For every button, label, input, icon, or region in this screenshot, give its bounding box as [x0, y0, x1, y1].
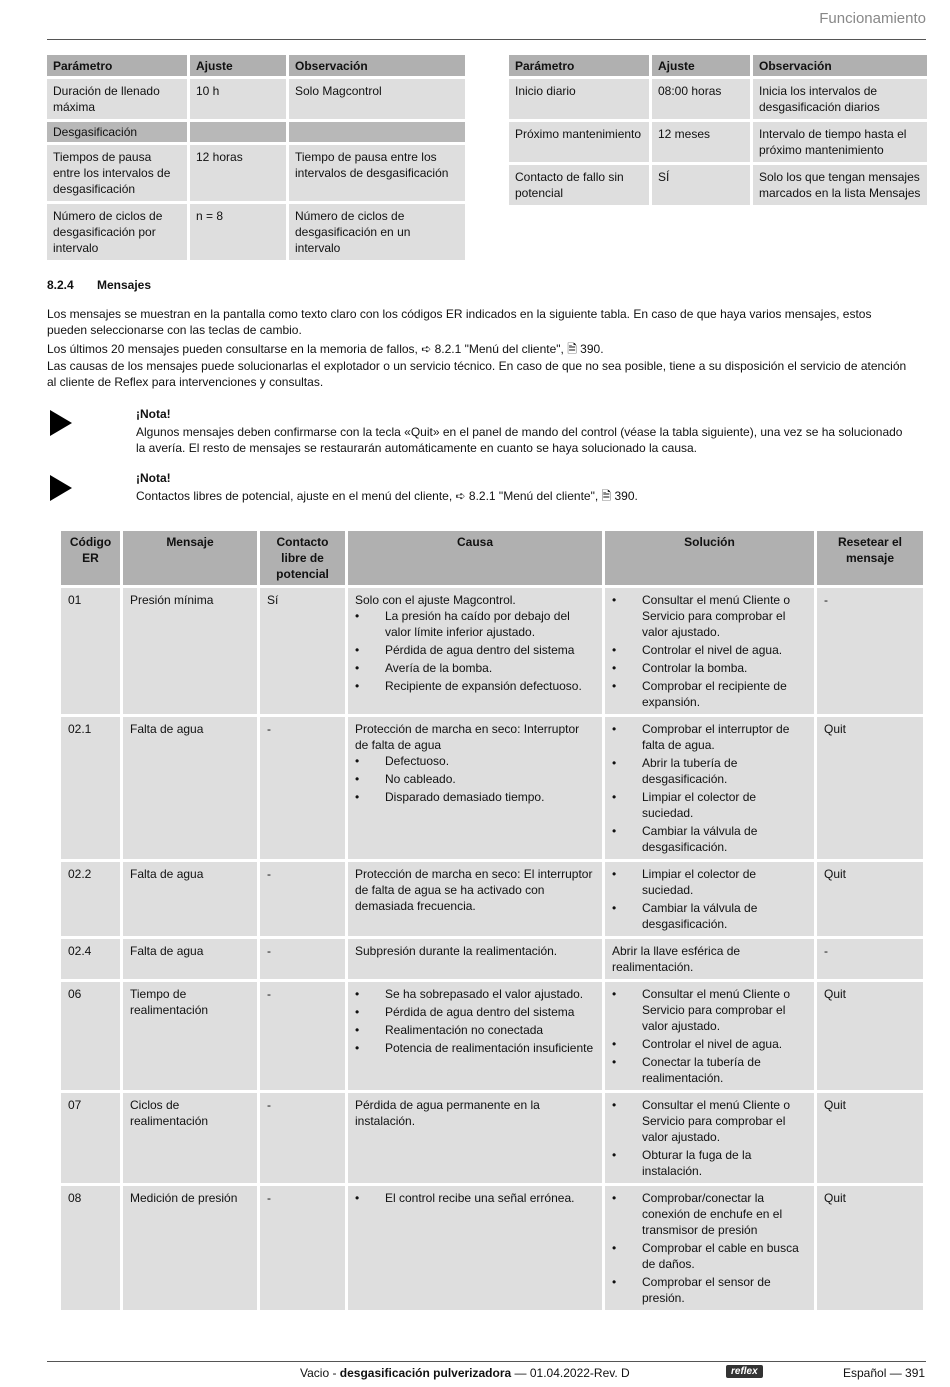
list-item: • Limpiar el colector de suciedad. [612, 789, 807, 821]
solution-cell [605, 862, 814, 936]
solution-cell [605, 717, 814, 859]
footer-divider [47, 1361, 926, 1362]
solution-list [612, 866, 807, 932]
error-code-cell: 01 [61, 588, 120, 714]
contact-cell: - [260, 1093, 345, 1183]
table-cell: Solo Magcontrol [289, 79, 465, 119]
column-header: Mensaje [123, 531, 257, 585]
list-item: • Controlar el nivel de agua. [612, 642, 807, 658]
reset-cell: - [817, 939, 923, 979]
solution-text: Abrir la llave esférica de realimentación. [612, 944, 741, 974]
section-title: Mensajes [97, 278, 152, 292]
error-code-cell: 02.1 [61, 717, 120, 859]
reset-cell: Quit [817, 862, 923, 936]
parameter-table-right [506, 52, 930, 208]
table-cell: SÍ [652, 165, 750, 205]
note-body: Contactos libres de potencial, ajuste en el menú del cliente, ➪ 8.2.1 "Menú del cliente", 🗎 390. [136, 489, 638, 503]
solution-list [612, 592, 807, 710]
table-cell [289, 122, 465, 142]
list-item: • El control recibe una señal errónea. [355, 1190, 595, 1206]
table-cell [190, 122, 286, 142]
table-cell: Desgasificación [47, 122, 187, 142]
table-section-row [47, 122, 465, 142]
note-arrow-icon [50, 410, 72, 436]
table-cell: Número de ciclos de desgasificación por intervalo [47, 204, 187, 260]
note-title: ¡Nota! [136, 471, 171, 485]
cause-text: Protección de marcha en seco: El interruptor de falta de agua se ha activado con demasiada frecuencia. [355, 867, 593, 913]
doc-revision: — 01.04.2022-Rev. D [511, 1366, 630, 1380]
list-item: • Consultar el menú Cliente o Servicio para comprobar el valor ajustado. [612, 1097, 807, 1145]
list-item: • Consultar el menú Cliente o Servicio para comprobar el valor ajustado. [612, 986, 807, 1034]
message-cell: Presión mínima [123, 588, 257, 714]
column-header: Solución [605, 531, 814, 585]
column-header: Código ER [61, 531, 120, 585]
list-item: • Conectar la tubería de realimentación. [612, 1054, 807, 1086]
list-item: • Defectuoso. [355, 753, 595, 769]
table-cell: 08:00 horas [652, 79, 750, 119]
table-cell: Próximo mantenimiento [509, 122, 649, 162]
note-body: Algunos mensajes deben confirmarse con la tecla «Quit» en el panel de mando del control (véase la tabla siguiente), una vez se ha solucionado la avería. El resto de mensajes se restaurarán automáticamente en cuanto se haya solucionado la causa. [136, 425, 903, 455]
table-row [509, 79, 927, 119]
cause-text: Subpresión durante la realimentación. [355, 944, 558, 958]
section-heading [47, 278, 151, 292]
list-item: • Controlar el nivel de agua. [612, 1036, 807, 1052]
paragraph: Los últimos 20 mensajes pueden consultarse en la memoria de fallos, ➪ 8.2.1 "Menú del cliente", 🗎 390. [47, 342, 604, 356]
table-cell: Duración de llenado máxima [47, 79, 187, 119]
table-cell: Intervalo de tiempo hasta el próximo mantenimiento [753, 122, 927, 162]
column-header: Observación [289, 55, 465, 76]
list-item: • Disparado demasiado tiempo. [355, 789, 595, 805]
cause-cell [348, 588, 602, 714]
list-item: • Pérdida de agua dentro del sistema [355, 642, 595, 658]
message-cell: Falta de agua [123, 939, 257, 979]
message-cell: Ciclos de realimentación [123, 1093, 257, 1183]
table-cell: Contacto de fallo sin potencial [509, 165, 649, 205]
contact-cell: - [260, 1186, 345, 1310]
solution-cell [605, 982, 814, 1090]
note-title: ¡Nota! [136, 407, 171, 421]
column-header: Ajuste [652, 55, 750, 76]
list-item: • Abrir la tubería de desgasificación. [612, 755, 807, 787]
column-header: Resetear el mensaje [817, 531, 923, 585]
list-item: • Comprobar el sensor de presión. [612, 1274, 807, 1306]
reset-cell: Quit [817, 717, 923, 859]
message-cell: Tiempo de realimentación [123, 982, 257, 1090]
list-item: • Comprobar el interruptor de falta de agua. [612, 721, 807, 753]
language-page-number: Español — 391 [843, 1366, 926, 1380]
column-header: Contacto libre de potencial [260, 531, 345, 585]
table-cell: n = 8 [190, 204, 286, 260]
message-cell: Medición de presión [123, 1186, 257, 1310]
table-cell: Inicio diario [509, 79, 649, 119]
parameter-table-left [44, 52, 468, 263]
table-row [47, 145, 465, 201]
list-item: • Comprobar/conectar la conexión de enchufe en el transmisor de presión [612, 1190, 807, 1238]
messages-table [58, 528, 926, 1313]
contact-cell: Sí [260, 588, 345, 714]
table-row [61, 588, 923, 714]
table-cell: 12 meses [652, 122, 750, 162]
solution-list [612, 986, 807, 1086]
reset-cell: Quit [817, 982, 923, 1090]
table-row [61, 717, 923, 859]
list-item: • Potencia de realimentación insuficiente [355, 1040, 595, 1056]
table-row [47, 204, 465, 260]
table-row [61, 862, 923, 936]
table-cell: Solo los que tengan mensajes marcados en la lista Mensajes [753, 165, 927, 205]
list-item: • Comprobar el recipiente de expansión. [612, 678, 807, 710]
contact-cell: - [260, 862, 345, 936]
note-block [47, 407, 907, 457]
list-item: • Controlar la bomba. [612, 660, 807, 676]
cause-list [355, 753, 595, 805]
table-row [61, 982, 923, 1090]
message-cell: Falta de agua [123, 862, 257, 936]
list-item: • Comprobar el cable en busca de daños. [612, 1240, 807, 1272]
table-cell: Inicia los intervalos de desgasificación diarios [753, 79, 927, 119]
cause-list [355, 986, 595, 1056]
reset-cell: Quit [817, 1093, 923, 1183]
list-item: • Cambiar la válvula de desgasificación. [612, 900, 807, 932]
message-cell: Falta de agua [123, 717, 257, 859]
list-item: • Pérdida de agua dentro del sistema [355, 1004, 595, 1020]
cause-cell [348, 982, 602, 1090]
list-item: • Cambiar la válvula de desgasificación. [612, 823, 807, 855]
table-row [47, 79, 465, 119]
list-item: • La presión ha caído por debajo del valor límite inferior ajustado. [355, 608, 595, 640]
column-header: Parámetro [509, 55, 649, 76]
contact-cell: - [260, 717, 345, 859]
list-item: • Consultar el menú Cliente o Servicio para comprobar el valor ajustado. [612, 592, 807, 640]
table-cell: 12 horas [190, 145, 286, 201]
cause-cell [348, 939, 602, 979]
reset-cell: Quit [817, 1186, 923, 1310]
table-cell: Número de ciclos de desgasificación en un intervalo [289, 204, 465, 260]
cause-list [355, 1190, 595, 1206]
table-row [509, 165, 927, 205]
cause-cell [348, 862, 602, 936]
document-info [300, 1366, 630, 1380]
cause-text: Pérdida de agua permanente en la instalación. [355, 1098, 540, 1128]
solution-cell [605, 1186, 814, 1310]
list-item: • Obturar la fuga de la instalación. [612, 1147, 807, 1179]
list-item: • Se ha sobrepasado el valor ajustado. [355, 986, 595, 1002]
cause-text: Protección de marcha en seco: Interruptor de falta de agua [355, 722, 580, 752]
column-header: Parámetro [47, 55, 187, 76]
table-cell: Tiempo de pausa entre los intervalos de desgasificación [289, 145, 465, 201]
list-item: • Realimentación no conectada [355, 1022, 595, 1038]
cause-cell [348, 717, 602, 859]
error-code-cell: 06 [61, 982, 120, 1090]
cause-cell [348, 1093, 602, 1183]
solution-list [612, 721, 807, 855]
list-item: • Avería de la bomba. [355, 660, 595, 676]
paragraph: Los mensajes se muestran en la pantalla como texto claro con los códigos ER indicados en la siguiente tabla. En caso de que haya varios mensajes, estos pueden seleccionarse con las teclas de cambio. [47, 307, 872, 337]
note-arrow-icon [50, 475, 72, 501]
contact-cell: - [260, 982, 345, 1090]
error-code-cell: 02.2 [61, 862, 120, 936]
solution-cell [605, 588, 814, 714]
page-header-title: Funcionamiento [819, 10, 926, 27]
note-block [47, 471, 907, 505]
list-item: • Limpiar el colector de suciedad. [612, 866, 807, 898]
contact-cell: - [260, 939, 345, 979]
error-code-cell: 02.4 [61, 939, 120, 979]
solution-cell [605, 939, 814, 979]
reset-cell: - [817, 588, 923, 714]
cause-list [355, 608, 595, 694]
doc-name-bold: desgasificación pulverizadora [339, 1366, 512, 1380]
cause-text: Solo con el ajuste Magcontrol. [355, 593, 516, 607]
table-row [509, 122, 927, 162]
table-row [61, 1093, 923, 1183]
column-header: Ajuste [190, 55, 286, 76]
header-divider [47, 39, 926, 40]
list-item: • Recipiente de expansión defectuoso. [355, 678, 595, 694]
table-row [61, 939, 923, 979]
solution-list [612, 1190, 807, 1306]
table-cell: 10 h [190, 79, 286, 119]
table-row [61, 1186, 923, 1310]
solution-cell [605, 1093, 814, 1183]
cause-cell [348, 1186, 602, 1310]
section-number: 8.2.4 [47, 278, 74, 292]
column-header: Observación [753, 55, 927, 76]
list-item: • No cableado. [355, 771, 595, 787]
doc-name-prefix: Vacio - [300, 1366, 340, 1380]
column-header: Causa [348, 531, 602, 585]
error-code-cell: 07 [61, 1093, 120, 1183]
error-code-cell: 08 [61, 1186, 120, 1310]
solution-list [612, 1097, 807, 1179]
paragraph: Las causas de los mensajes puede solucionarlas el explotador o un servicio técnico. En caso de que no sea posible, tiene a su disposición el servicio de atención al cliente de Reflex para intervenciones y consultas. [47, 359, 907, 389]
reflex-logo: reflex [726, 1365, 763, 1378]
table-cell: Tiempos de pausa entre los intervalos de desgasificación [47, 145, 187, 201]
